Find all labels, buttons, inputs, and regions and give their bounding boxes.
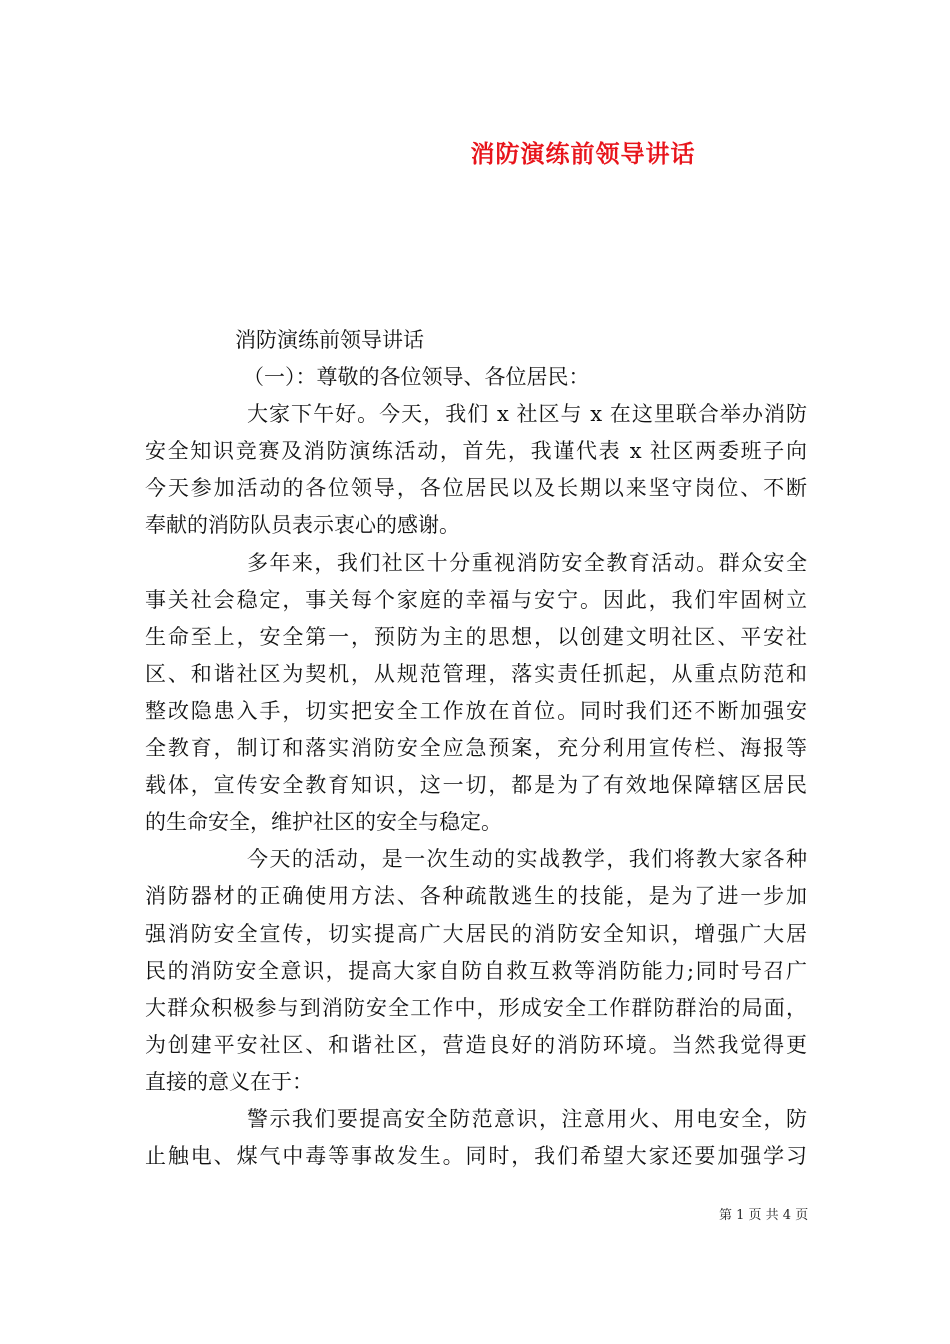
paragraph-line: 大群众积极参与到消防安全工作中，形成安全工作群防群治的局面，	[145, 995, 807, 1020]
paragraph-line: 安全知识竞赛及消防演练活动，首先，我谨代表 x 社区两委班子向	[145, 439, 807, 464]
paragraph-line: 消防器材的正确使用方法、各种疏散逃生的技能，是为了进一步加	[145, 884, 807, 909]
document-title: 消防演练前领导讲话	[470, 139, 696, 168]
paragraph	[145, 545, 807, 842]
paragraph-line: 民的消防安全意识，提高大家自防自救互救等消防能力;同时号召广	[145, 958, 807, 983]
paragraph-line: 多年来，我们社区十分重视消防安全教育活动。群众安全	[247, 550, 807, 575]
paragraph-line: 强消防安全宣传，切实提高广大居民的消防安全知识，增强广大居	[145, 921, 807, 946]
page-footer: 第 1 页 共 4 页	[719, 1208, 809, 1223]
paragraph	[145, 396, 807, 544]
paragraph-line: 生命至上，安全第一，预防为主的思想，以创建文明社区、平安社	[145, 624, 807, 649]
paragraph	[145, 841, 807, 1101]
paragraph-line: 今天的活动，是一次生动的实战教学，我们将教大家各种	[247, 847, 807, 872]
paragraph-line: 整改隐患入手，切实把安全工作放在首位。同时我们还不断加强安	[145, 698, 807, 723]
paragraph-line: 大家下午好。今天，我们 x 社区与 x 在这里联合举办消防	[247, 402, 807, 427]
paragraph-line: 事关社会稳定，事关每个家庭的幸福与安宁。因此，我们牢固树立	[145, 587, 807, 612]
paragraph-line: 警示我们要提高安全防范意识，注意用火、用电安全，防	[247, 1106, 807, 1131]
paragraph-line: 的生命安全，维护社区的安全与稳定。	[145, 810, 502, 835]
paragraph-line: 区、和谐社区为契机，从规范管理，落实责任抓起，从重点防范和	[145, 661, 807, 686]
paragraph-line: 为创建平安社区、和谐社区，营造良好的消防环境。当然我觉得更	[145, 1032, 807, 1057]
paragraph-line: 止触电、煤气中毒等事故发生。同时，我们希望大家还要加强学习	[145, 1144, 807, 1169]
paragraph-line: 载体，宣传安全教育知识，这一切，都是为了有效地保障辖区居民	[145, 773, 807, 798]
speech-heading: 消防演练前领导讲话	[235, 328, 424, 352]
paragraph-line: 直接的意义在于：	[145, 1069, 313, 1094]
salutation: （一）：尊敬的各位领导、各位居民：	[243, 365, 590, 390]
document-body	[145, 322, 807, 1175]
paragraph-line: 今天参加活动的各位领导，各位居民以及长期以来坚守岗位、不断	[145, 476, 807, 501]
paragraph-line: 全教育，制订和落实消防安全应急预案，充分利用宣传栏、海报等	[145, 736, 807, 761]
paragraph-line: 奉献的消防队员表示衷心的感谢。	[145, 513, 460, 538]
paragraph	[145, 1101, 807, 1175]
